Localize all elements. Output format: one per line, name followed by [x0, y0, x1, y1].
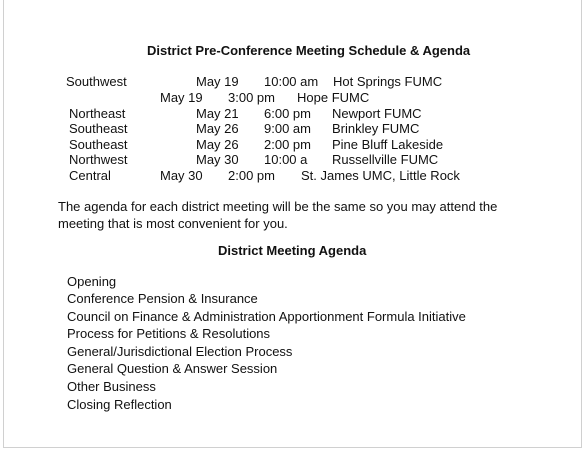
- agenda-item: Conference Pension & Insurance: [67, 291, 258, 306]
- schedule-location: Russellville FUMC: [332, 152, 439, 167]
- schedule-date: May 30: [160, 168, 203, 183]
- schedule-district: Southeast: [69, 121, 128, 136]
- schedule-date: May 19: [196, 74, 239, 89]
- schedule-district: Northeast: [69, 106, 126, 121]
- schedule-time: 10:00 a: [264, 152, 308, 167]
- document-page: [3, 0, 582, 448]
- agenda-item: Other Business: [67, 379, 156, 394]
- schedule-date: May 19: [160, 90, 203, 105]
- meeting-note: The agenda for each district meeting will be the same so you may attend the meeting that is most convenient for you.: [58, 199, 498, 231]
- schedule-time: 10:00 am: [264, 74, 319, 89]
- agenda-item: Process for Petitions & Resolutions: [67, 326, 271, 341]
- agenda-item: Closing Reflection: [67, 397, 172, 412]
- schedule-date: May 30: [196, 152, 239, 167]
- schedule-time: 2:00 pm: [264, 137, 311, 152]
- schedule-location: Newport FUMC: [332, 106, 422, 121]
- agenda-item: General Question & Answer Session: [67, 361, 278, 376]
- schedule-date: May 21: [196, 106, 239, 121]
- schedule-district: Northwest: [69, 152, 128, 167]
- schedule-time: 6:00 pm: [264, 106, 311, 121]
- schedule-location: Pine Bluff Lakeside: [332, 137, 444, 152]
- schedule-location: Brinkley FUMC: [332, 121, 420, 136]
- agenda-title: District Meeting Agenda: [218, 243, 367, 258]
- schedule-time: 9:00 am: [264, 121, 311, 136]
- agenda-item: Council on Finance & Administration Apportionment Formula Initiative: [67, 309, 466, 324]
- schedule-location: Hope FUMC: [297, 90, 370, 105]
- agenda-item: Opening: [67, 274, 117, 289]
- schedule-time: 3:00 pm: [228, 90, 275, 105]
- schedule-district: Southeast: [69, 137, 128, 152]
- schedule-date: May 26: [196, 121, 239, 136]
- schedule-time: 2:00 pm: [228, 168, 275, 183]
- page-title: District Pre-Conference Meeting Schedule & Agenda: [147, 43, 471, 58]
- schedule-location: Hot Springs FUMC: [333, 74, 443, 89]
- agenda-item: General/Jurisdictional Election Process: [67, 344, 293, 359]
- schedule-date: May 26: [196, 137, 239, 152]
- schedule-district: Central: [69, 168, 111, 183]
- schedule-location: St. James UMC, Little Rock: [301, 168, 460, 183]
- schedule-district: Southwest: [66, 74, 127, 89]
